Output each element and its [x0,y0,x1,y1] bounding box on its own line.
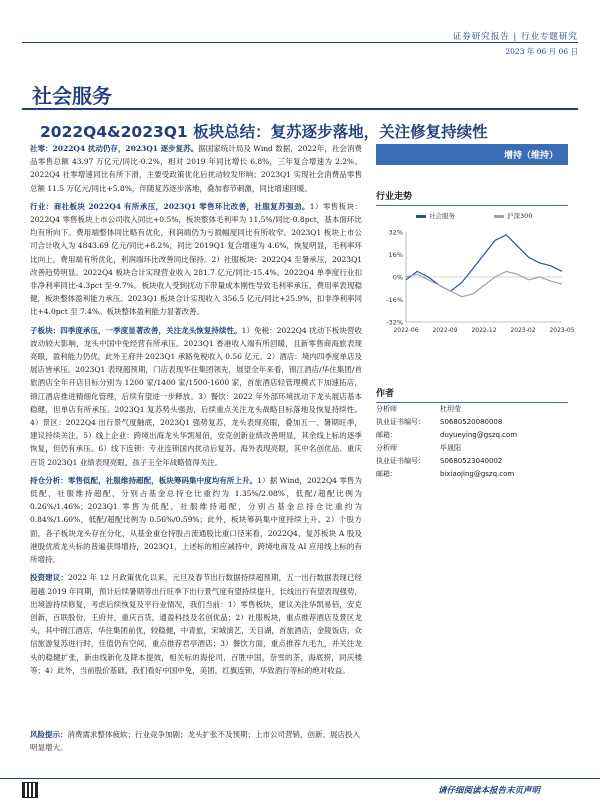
author-line [376,442,568,455]
industry-name: 社会服务 [32,84,112,108]
author-label: 分析师 [376,444,397,452]
paragraph-subsectors [30,324,362,469]
para-text: 1）据 Wind，2022Q4 零售为低配，社服维持超配，分别占基金总持仓比重约为 1.35%/2.08%，低配/超配比例为 0.26%/1.46%；2023Q1 零售为低配，社服维持超配，分别占基金总持仓比重约为 0.84%/1.60%，低配/超配比例为 0.56%/0.59%；此外，板块筹码集中度持续上升。2）个股方面，各子板块龙头存在分化，从基金重仓持股占流通股比重口径来看，2022Q4，复苏板块 A 股及港股优质龙头标的普遍获得增持，2023Q1，上述标的相应减持中，跨境电商及 AI 应用线上标的有所增持。 [30,475,362,565]
report-type: 证券研究报告 | 行业专题研究 [452,32,578,42]
para-lead: 投资建议： [30,573,68,583]
author-label: 分析师 [376,405,397,413]
legend-swatch [494,215,504,218]
risk-text: 消费需求整体疲软；行业竞争加剧；龙头扩张不及预期；上市公司营销，创新、展店投入明显增大。 [30,730,360,752]
author-list [376,403,568,481]
para-lead: 持仓分析：零售低配，社服维持超配，板块筹码集中度均有所上升。 [30,475,258,485]
rating-badge: 增持（维持） [376,144,568,165]
para-lead: 行业：商社板块 2022Q4 有所承压，2023Q1 零售环比改善，社服复苏强劲。 [30,201,310,211]
page-footer [0,770,600,800]
y-tick-label: 16% [388,251,403,259]
qr-code-icon [22,782,38,798]
page-header [0,0,600,56]
risk-warning [30,728,362,754]
footer-notice: 请仔细阅读本报告末页声明 [437,786,540,796]
author-value: 毕晟阳 [440,444,461,452]
trend-chart [376,210,575,350]
author-line [376,416,568,429]
paragraph-retail-sales [30,142,362,195]
report-date: 2023 年 06 月 06 日 [505,47,578,56]
author-value: S0680523040002 [440,457,503,465]
x-tick-label: 2023-05 [549,327,575,334]
author-label: 执业证书编号： [376,418,425,426]
footer-divider [0,778,600,779]
legend-label: 沪深300 [507,212,533,220]
para-lead: 社零：2022Q4 扰动仍存，2023Q1 逐步复苏。 [30,144,199,153]
x-tick-label: 2022-06 [393,327,419,334]
y-tick-label: -16% [386,296,403,304]
para-text: 1）免税：2022Q4 扰动下板块营收波动较大影响，龙头中国中免经营有所承压。2023Q1 香港收入端有所回暖，且新零售商海旅表现亮眼，盈利能力仍优，此外王府井 2023Q1 承路免税收入 0.56 亿元。2）酒店：境内四季度单店及展店皆承压。2023Q1 表现超预期，门店表现华住集团领先，展望全年来看，锦江酒店/华住集团/首旅酒店全年开店目标分别为 1200 家/1400 家/1500-1600 家，首旅酒店轻管理模式下加速拓店，锦江酒店推进精细化管理，后续有望进一步释放。3）餐饮：2022 年外部环境扰动下龙头展店基本稳健，但单店有所承压。2023Q1 复苏势头强劲，后续重点关注龙头战略目标落地及恢复持续性。4）景区：2022Q4 出行景气度触底，2023Q1 强势复苏，龙头表现亮眼，叠加五一、暑期旺季，建议持续关注。5）线上企业：跨境出海龙头华凯易佰，安克创新业绩改善明显，其余线上标的逐季恢复，但仍有承压。6）线下连锁：专业连锁国内扰动后复苏。海外表现亮眼，其中名创优品、重庆百货 2023Q1 业绩表现亮眼，孩子王全年战略值得关注。 [30,325,363,467]
x-tick-label: 2023-02 [510,327,536,334]
author-label: 邮箱： [376,470,397,478]
para-text: 2022 年 12 月政策优化以来，元旦及春节出行数据持续超预期，五一出行数据表现已经超越 2019 年同期，预计后续暑期等出行旺季下出行景气度有望持续提升，长线出行有望表现强势，出境游持续修复，考虑后续恢复及平行业情况，我们当前：1）零售板块，建议关注华凯易佰，安克创新，百联股份，王府井，重庆百货，通盈科技及名创优品；2）社服板块，重点推荐酒店及景区龙头，其中锦江酒店，华住集团前优，较稳健，中青旅，宋城演艺，天目湖，首旅酒店，金陵饭店，众信旅游复苏进行时，佳值仍有空间，重点推荐君亭酒店；3）餐饮方面，重点推荐九毛九，并关注龙头的稳健扩张，新由线新化及降本提效，相关标的海伦司，百胜中国，奈雪的茶，海底捞，同庆楼等；4）此外，当前股价基础，我们看好中国中免，美团，红旗连锁，华致酒行等标的绝对收益。 [30,573,363,675]
author-value: S0680520080008 [440,418,503,426]
para-lead: 子板块：四季度承压，一季度显著改善，关注龙头恢复持续性。 [30,325,242,335]
industry-divider [22,108,578,110]
author-line [376,429,568,442]
author-line [376,403,568,416]
x-tick-label: 2022-09 [432,327,458,334]
paragraph-holdings [30,474,362,566]
sidebar-column [376,144,575,481]
y-tick-label: 32% [388,228,403,237]
report-title: 2022Q4&2023Q1 板块总结：复苏逐步落地，关注修复持续性 [40,123,488,141]
para-text: 1）零售板块：2022Q4 零售板块上市公司收入同比+0.5%，板块整体毛利率为 11.5%/同比-0.8pct，基本面环比均有所向下。费用端整体同比略有优化，利润端仍为亏损幅度同比有所收窄。2023Q1 板块上市公司合计收入为 4843.69 亿元/同比+8.2%，同比 2019Q1 复合增速为 4.6%，恢复明显，毛利率环比向上，费用端有所优化，利润端环比改善同比保持。2）社服板块：2022Q4 至暑承压，2023Q1 改善趋势明显。2022Q4 板块合计实现营业收入 281.7 亿元/同比-15.4%。2022Q4 单季度行业扣非净利率同比-4.3pct 至-9.7%。板块收入受到扰动下带量成本刚性导致毛利率承压，费用率表现稳健，板块整体盈利能力承压。2023Q1 板块合计实现收入 356.5 亿元/同比+25.9%，扣非净利率同比+4.0pct 至 7.4%。板块整体盈利能力显著改善。 [30,201,362,317]
paragraph-investment [30,571,362,677]
y-tick-label: -32% [386,318,403,327]
header-divider [22,42,578,43]
author-email[interactable]: bixiaojing@gszq.com [440,470,515,478]
risk-lead: 风险提示： [30,730,68,739]
author-value: 杜玥莹 [440,405,461,413]
authors-title: 作者 [376,386,568,403]
author-label: 邮箱： [376,431,397,439]
author-email[interactable]: duyueying@gszq.com [440,431,518,439]
legend-swatch [416,215,426,218]
author-label: 执业证书编号： [376,457,425,465]
para-text: 据国家统计局及 Wind 数据，2022年，社会消费品零售总额 43.97 万亿元/同比-0.2%，相对 2019 年同比增长 6.8%，三年复合增速为 2.2%。2022Q4 社零增速同比有所下滑，主要受政策优化后扰动较发形响；2023Q1 实现社会消费品零售总额 11.5 万亿元/同比+5.8%，伴随复苏逐步落地，叠加春节刺激，同比增速回暖。 [30,144,362,193]
author-line [376,468,568,481]
summary-column [30,142,362,682]
series-line-0 [406,235,562,291]
legend-label: 社会服务 [429,212,455,220]
y-tick-label: 0% [392,273,403,282]
author-line [376,455,568,468]
paragraph-industry [30,200,362,319]
series-line-1 [406,271,562,296]
trend-title: 行业走势 [376,189,568,206]
x-tick-label: 2022-12 [471,327,497,334]
